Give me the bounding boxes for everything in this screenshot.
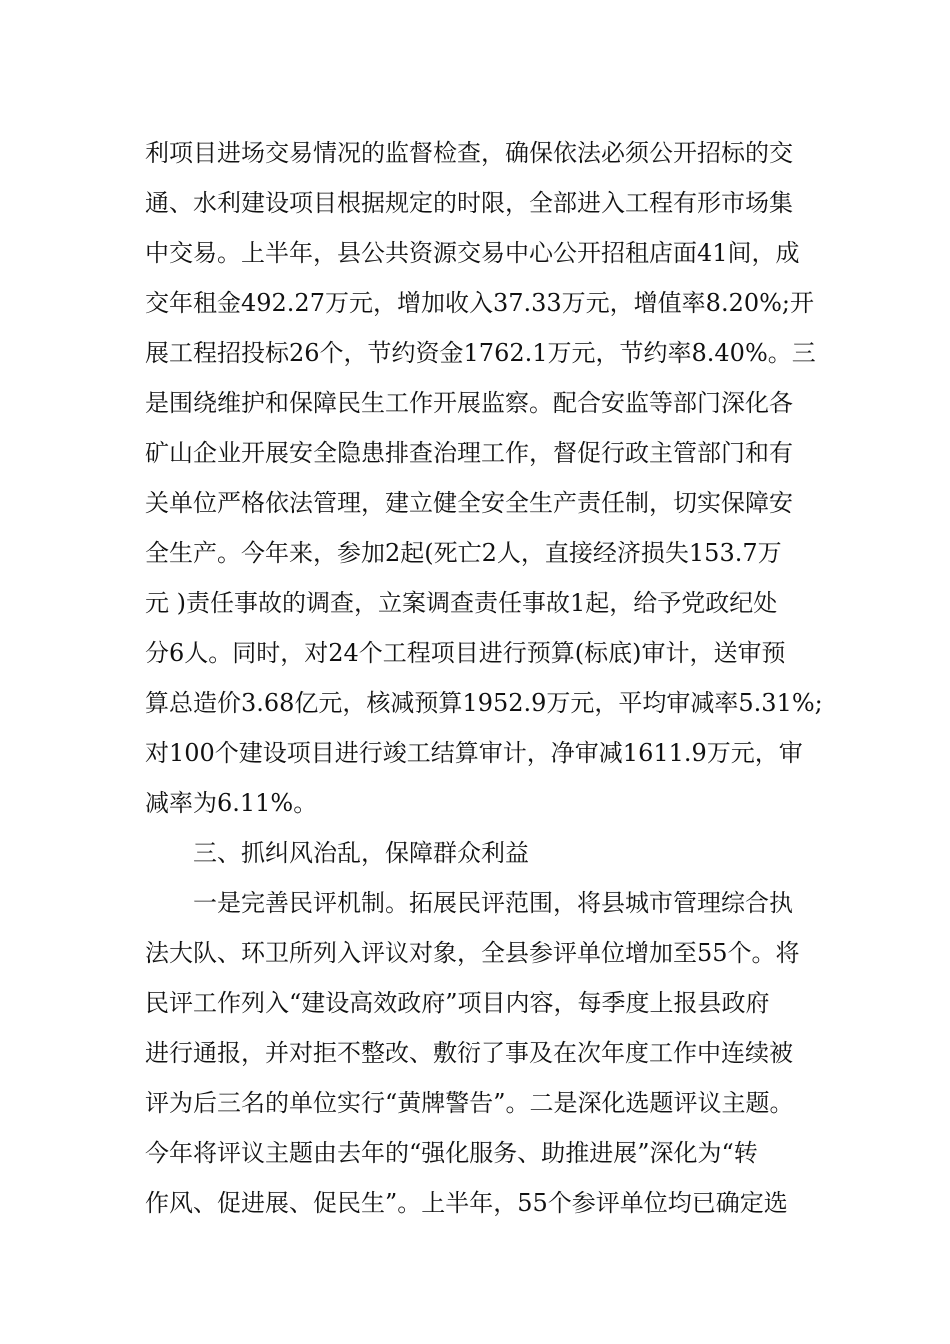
text-line: 今年将评议主题由去年的“强化服务、助推进展”深化为“转 xyxy=(145,1139,758,1167)
text-line: 分6人。同时，对24个工程项目进行预算(标底)审计，送审预 xyxy=(145,639,786,667)
text-line: 中交易。上半年，县公共资源交易中心公开招租店面41间，成 xyxy=(145,239,800,267)
text-line: 是围绕维护和保障民生工作开展监察。配合安监等部门深化各 xyxy=(145,389,793,417)
document-body xyxy=(145,128,835,1228)
text-line: 展工程招投标26个，节约资金1762.1万元，节约率8.40%。三 xyxy=(145,339,816,367)
section-heading: 三、抓纠风治乱，保障群众利益 xyxy=(193,839,529,867)
text-line: 对100个建设项目进行竣工结算审计，净审减1611.9万元，审 xyxy=(145,739,803,767)
text-line: 进行通报，并对拒不整改、敷衍了事及在次年度工作中连续被 xyxy=(145,1039,793,1067)
text-line: 交年租金492.27万元，增加收入37.33万元，增值率8.20%;开 xyxy=(145,289,815,317)
text-line: 通、水利建设项目根据规定的时限，全部进入工程有形市场集 xyxy=(145,189,793,217)
text-line: 元 )责任事故的调查，立案调查责任事故1起，给予党政纪处 xyxy=(145,589,778,617)
text-line: 减率为6.11%。 xyxy=(145,789,318,817)
text-line: 全生产。今年来，参加2起(死亡2人，直接经济损失153.7万 xyxy=(145,539,782,567)
text-line: 一是完善民评机制。拓展民评范围，将县城市管理综合执 xyxy=(193,889,793,917)
text-line: 法大队、环卫所列入评议对象，全县参评单位增加至55个。将 xyxy=(145,939,800,967)
text-line: 算总造价3.68亿元，核减预算1952.9万元，平均审减率5.31%; xyxy=(145,689,823,717)
text-line: 民评工作列入“建设高效政府”项目内容，每季度上报县政府 xyxy=(145,989,770,1017)
text-line: 评为后三名的单位实行“黄牌警告”。二是深化选题评议主题。 xyxy=(145,1089,794,1117)
text-line: 矿山企业开展安全隐患排查治理工作，督促行政主管部门和有 xyxy=(145,439,793,467)
text-line: 利项目进场交易情况的监督检查，确保依法必须公开招标的交 xyxy=(145,139,793,167)
text-line: 作风、促进展、促民生”。上半年，55个参评单位均已确定选 xyxy=(145,1189,788,1217)
text-line: 关单位严格依法管理，建立健全安全生产责任制，切实保障安 xyxy=(145,489,793,517)
